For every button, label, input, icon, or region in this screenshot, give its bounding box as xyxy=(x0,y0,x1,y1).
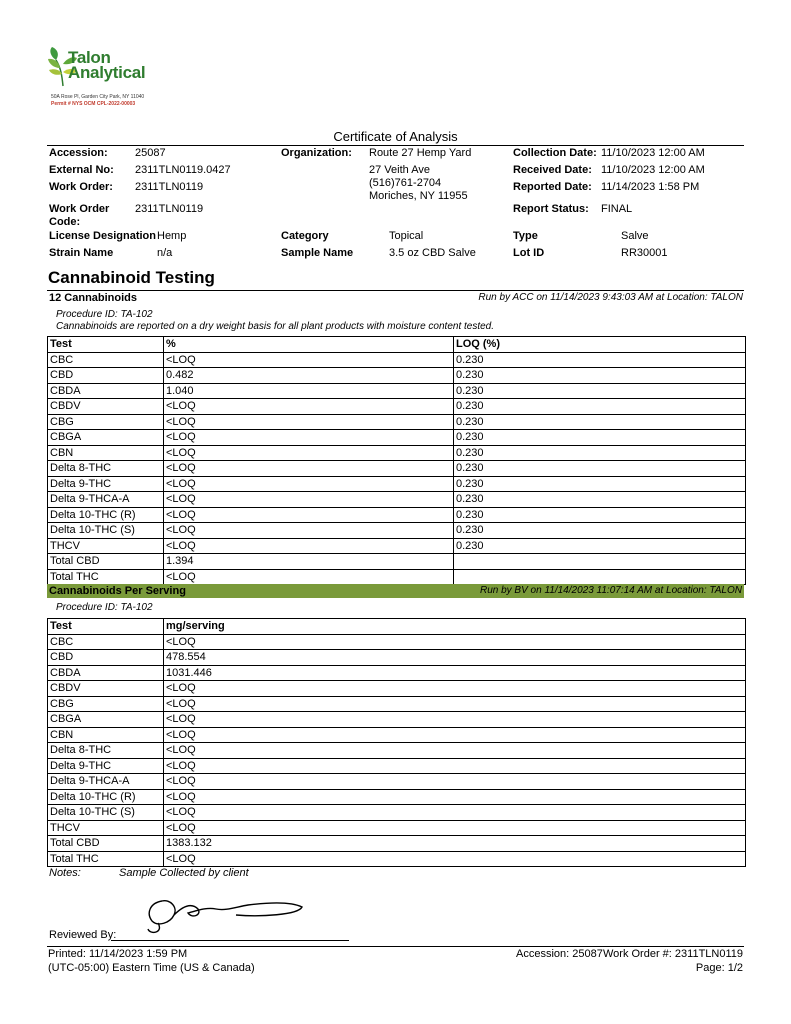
section-rule xyxy=(47,290,744,291)
panel2-table xyxy=(47,618,746,867)
cell-test: CBG xyxy=(48,414,164,430)
table-row xyxy=(48,774,746,790)
table-row xyxy=(48,634,746,650)
accession-value: 25087 xyxy=(135,147,166,159)
cell-mg: <LOQ xyxy=(164,712,746,728)
cell-mg: <LOQ xyxy=(164,727,746,743)
cell-pct: 1.040 xyxy=(164,383,454,399)
panel2-run-by: Run by BV on 11/14/2023 11:07:14 AM at Location: TALON xyxy=(479,585,742,596)
footer-timezone: (UTC-05:00) Eastern Time (US & Canada) xyxy=(48,962,255,974)
cell-test: CBDV xyxy=(48,681,164,697)
table-row xyxy=(48,712,746,728)
cell-test: CBN xyxy=(48,727,164,743)
table-row xyxy=(48,414,746,430)
cell-pct: <LOQ xyxy=(164,523,454,539)
cell-mg: <LOQ xyxy=(164,681,746,697)
panel2-header-bar xyxy=(47,584,744,598)
cell-loq: 0.230 xyxy=(454,383,746,399)
cell-mg: <LOQ xyxy=(164,774,746,790)
collection-label: Collection Date: xyxy=(513,147,597,159)
cell-mg: <LOQ xyxy=(164,758,746,774)
cell-loq: 0.230 xyxy=(454,476,746,492)
cell-pct: <LOQ xyxy=(164,492,454,508)
cell-mg: <LOQ xyxy=(164,696,746,712)
logo-permit: Permit # NYS OCM CPL-2022-00003 xyxy=(51,101,136,107)
organization-value: Route 27 Hemp Yard xyxy=(369,147,472,159)
cell-pct: 1.394 xyxy=(164,554,454,570)
panel2-title: Cannabinoids Per Serving xyxy=(49,585,186,597)
organization-label: Organization: xyxy=(281,147,352,159)
cell-test: Total CBD xyxy=(48,836,164,852)
cell-mg: 1031.446 xyxy=(164,665,746,681)
reported-value: 11/14/2023 1:58 PM xyxy=(601,181,700,193)
table-row xyxy=(48,789,746,805)
external-label: External No: xyxy=(49,164,114,176)
lot-label: Lot ID xyxy=(513,247,545,259)
notes-label: Notes: xyxy=(49,867,81,879)
cell-test: Delta 10-THC (R) xyxy=(48,507,164,523)
company-logo xyxy=(48,44,178,110)
cell-loq: 0.230 xyxy=(454,492,746,508)
table-row xyxy=(48,461,746,477)
table-row xyxy=(48,805,746,821)
organization-phone: (516)761-2704 xyxy=(369,177,442,189)
cell-pct: <LOQ xyxy=(164,414,454,430)
cell-pct: <LOQ xyxy=(164,399,454,415)
table-row xyxy=(48,383,746,399)
table-row xyxy=(48,430,746,446)
panel2-col-mg: mg/serving xyxy=(164,619,746,635)
cell-mg: <LOQ xyxy=(164,743,746,759)
table-row xyxy=(48,696,746,712)
table-row xyxy=(48,727,746,743)
license-label: License Designation xyxy=(49,230,156,242)
logo-name xyxy=(68,50,145,80)
panel2-col-test: Test xyxy=(48,619,164,635)
work-order-label: Work Order: xyxy=(49,181,113,193)
table-row xyxy=(48,820,746,836)
table-row xyxy=(48,569,746,585)
cell-test: Total THC xyxy=(48,851,164,867)
footer-printed: Printed: 11/14/2023 1:59 PM xyxy=(48,948,188,960)
footer-work-order: Work Order #: 2311TLN0119 xyxy=(602,948,743,960)
type-value: Salve xyxy=(621,230,649,242)
notes-value: Sample Collected by client xyxy=(119,867,249,879)
cell-pct: <LOQ xyxy=(164,507,454,523)
strain-value: n/a xyxy=(157,247,173,259)
cell-test: Delta 10-THC (S) xyxy=(48,523,164,539)
cell-test: CBGA xyxy=(48,430,164,446)
table-row xyxy=(48,523,746,539)
cell-mg: <LOQ xyxy=(164,851,746,867)
cell-mg: 1383.132 xyxy=(164,836,746,852)
cell-test: THCV xyxy=(48,820,164,836)
panel1-procedure: Procedure ID: TA-102 xyxy=(56,309,153,320)
organization-address1: 27 Veith Ave xyxy=(369,164,430,176)
cell-test: Delta 9-THC xyxy=(48,758,164,774)
lot-value: RR30001 xyxy=(621,247,668,259)
cell-test: Delta 10-THC (R) xyxy=(48,789,164,805)
cell-test: Delta 8-THC xyxy=(48,461,164,477)
panel1-col-test: Test xyxy=(48,337,164,353)
table-row xyxy=(48,681,746,697)
cell-pct: <LOQ xyxy=(164,352,454,368)
accession-label: Accession: xyxy=(49,147,108,159)
table-row xyxy=(48,554,746,570)
cell-loq: 0.230 xyxy=(454,430,746,446)
cell-test: THCV xyxy=(48,538,164,554)
work-order-code-value: 2311TLN0119 xyxy=(135,203,204,215)
sample-label: Sample Name xyxy=(281,247,354,259)
cell-test: Delta 9-THCA-A xyxy=(48,492,164,508)
footer-rule xyxy=(47,946,744,947)
cell-loq: 0.230 xyxy=(454,461,746,477)
cell-test: Delta 9-THCA-A xyxy=(48,774,164,790)
cell-test: CBD xyxy=(48,650,164,666)
cell-mg: 478.554 xyxy=(164,650,746,666)
reviewer-signature xyxy=(140,893,310,935)
footer-page: Page: 1/2 xyxy=(695,962,743,974)
table-row xyxy=(48,368,746,384)
cell-test: Total CBD xyxy=(48,554,164,570)
panel2-procedure: Procedure ID: TA-102 xyxy=(56,602,153,613)
work-order-code-label-1: Work Order xyxy=(49,203,110,215)
page-title: Certificate of Analysis xyxy=(333,129,458,144)
cell-pct: <LOQ xyxy=(164,445,454,461)
cell-test: Total THC xyxy=(48,569,164,585)
sample-value: 3.5 oz CBD Salve xyxy=(389,247,476,259)
panel1-title: 12 Cannabinoids xyxy=(49,292,138,304)
panel1-run-by: Run by ACC on 11/14/2023 9:43:03 AM at Location: TALON xyxy=(478,292,743,303)
cell-test: CBDA xyxy=(48,383,164,399)
table-row xyxy=(48,758,746,774)
cell-test: CBDA xyxy=(48,665,164,681)
cell-pct: <LOQ xyxy=(164,569,454,585)
work-order-code-label-2: Code: xyxy=(49,216,81,228)
received-value: 11/10/2023 12:00 AM xyxy=(601,164,705,176)
cell-test: Delta 10-THC (S) xyxy=(48,805,164,821)
cell-mg: <LOQ xyxy=(164,820,746,836)
logo-name-line2: Analytical xyxy=(68,63,146,82)
footer-accession: Accession: 25087 xyxy=(516,948,603,960)
status-label: Report Status: xyxy=(513,203,589,215)
panel1-table xyxy=(47,336,746,585)
cell-mg: <LOQ xyxy=(164,789,746,805)
table-row xyxy=(48,445,746,461)
cell-test: CBC xyxy=(48,634,164,650)
license-value: Hemp xyxy=(157,230,187,242)
table-row xyxy=(48,507,746,523)
organization-address2: Moriches, NY 11955 xyxy=(369,190,468,202)
reported-label: Reported Date: xyxy=(513,181,592,193)
cell-loq: 0.230 xyxy=(454,352,746,368)
section-title: Cannabinoid Testing xyxy=(48,268,215,287)
panel1-col-loq: LOQ (%) xyxy=(454,337,746,353)
table-row xyxy=(48,352,746,368)
cell-mg: <LOQ xyxy=(164,805,746,821)
signature-line xyxy=(111,940,349,941)
title-rule xyxy=(47,145,744,146)
collection-value: 11/10/2023 12:00 AM xyxy=(601,147,705,159)
cell-loq: 0.230 xyxy=(454,445,746,461)
panel1-note: Cannabinoids are reported on a dry weight basis for all plant products with moisture content tested. xyxy=(56,321,495,332)
table-row xyxy=(48,665,746,681)
panel1-col-pct: % xyxy=(164,337,454,353)
cell-loq: 0.230 xyxy=(454,523,746,539)
cell-pct: <LOQ xyxy=(164,476,454,492)
table-row xyxy=(48,399,746,415)
cell-loq xyxy=(454,554,746,570)
cell-loq: 0.230 xyxy=(454,414,746,430)
strain-label: Strain Name xyxy=(49,247,114,259)
cell-loq: 0.230 xyxy=(454,368,746,384)
cell-test: CBGA xyxy=(48,712,164,728)
cell-loq: 0.230 xyxy=(454,538,746,554)
external-value: 2311TLN0119.0427 xyxy=(135,164,231,176)
category-label: Category xyxy=(281,230,329,242)
cell-test: Delta 8-THC xyxy=(48,743,164,759)
cell-pct: <LOQ xyxy=(164,430,454,446)
table-row xyxy=(48,851,746,867)
table-row xyxy=(48,538,746,554)
status-value: FINAL xyxy=(601,203,633,215)
cell-test: CBD xyxy=(48,368,164,384)
cell-mg: <LOQ xyxy=(164,634,746,650)
cell-loq xyxy=(454,569,746,585)
cell-loq: 0.230 xyxy=(454,399,746,415)
logo-name-line1: Talon xyxy=(68,48,111,67)
cell-pct: 0.482 xyxy=(164,368,454,384)
table-row xyxy=(48,492,746,508)
table-row xyxy=(48,650,746,666)
cell-loq: 0.230 xyxy=(454,507,746,523)
table-row xyxy=(48,743,746,759)
category-value: Topical xyxy=(389,230,424,242)
table-row xyxy=(48,836,746,852)
table-row xyxy=(48,476,746,492)
received-label: Received Date: xyxy=(513,164,592,176)
cell-test: CBC xyxy=(48,352,164,368)
panel1-header-row xyxy=(48,337,746,353)
cell-test: CBDV xyxy=(48,399,164,415)
work-order-value: 2311TLN0119 xyxy=(135,181,204,193)
cell-pct: <LOQ xyxy=(164,538,454,554)
cell-test: Delta 9-THC xyxy=(48,476,164,492)
logo-address: 50A Rose Pl, Garden City Park, NY 11040 xyxy=(51,94,145,100)
cell-pct: <LOQ xyxy=(164,461,454,477)
reviewed-label: Reviewed By: xyxy=(49,929,117,941)
type-label: Type xyxy=(513,230,538,242)
panel2-header-row xyxy=(48,619,746,635)
cell-test: CBN xyxy=(48,445,164,461)
cell-test: CBG xyxy=(48,696,164,712)
